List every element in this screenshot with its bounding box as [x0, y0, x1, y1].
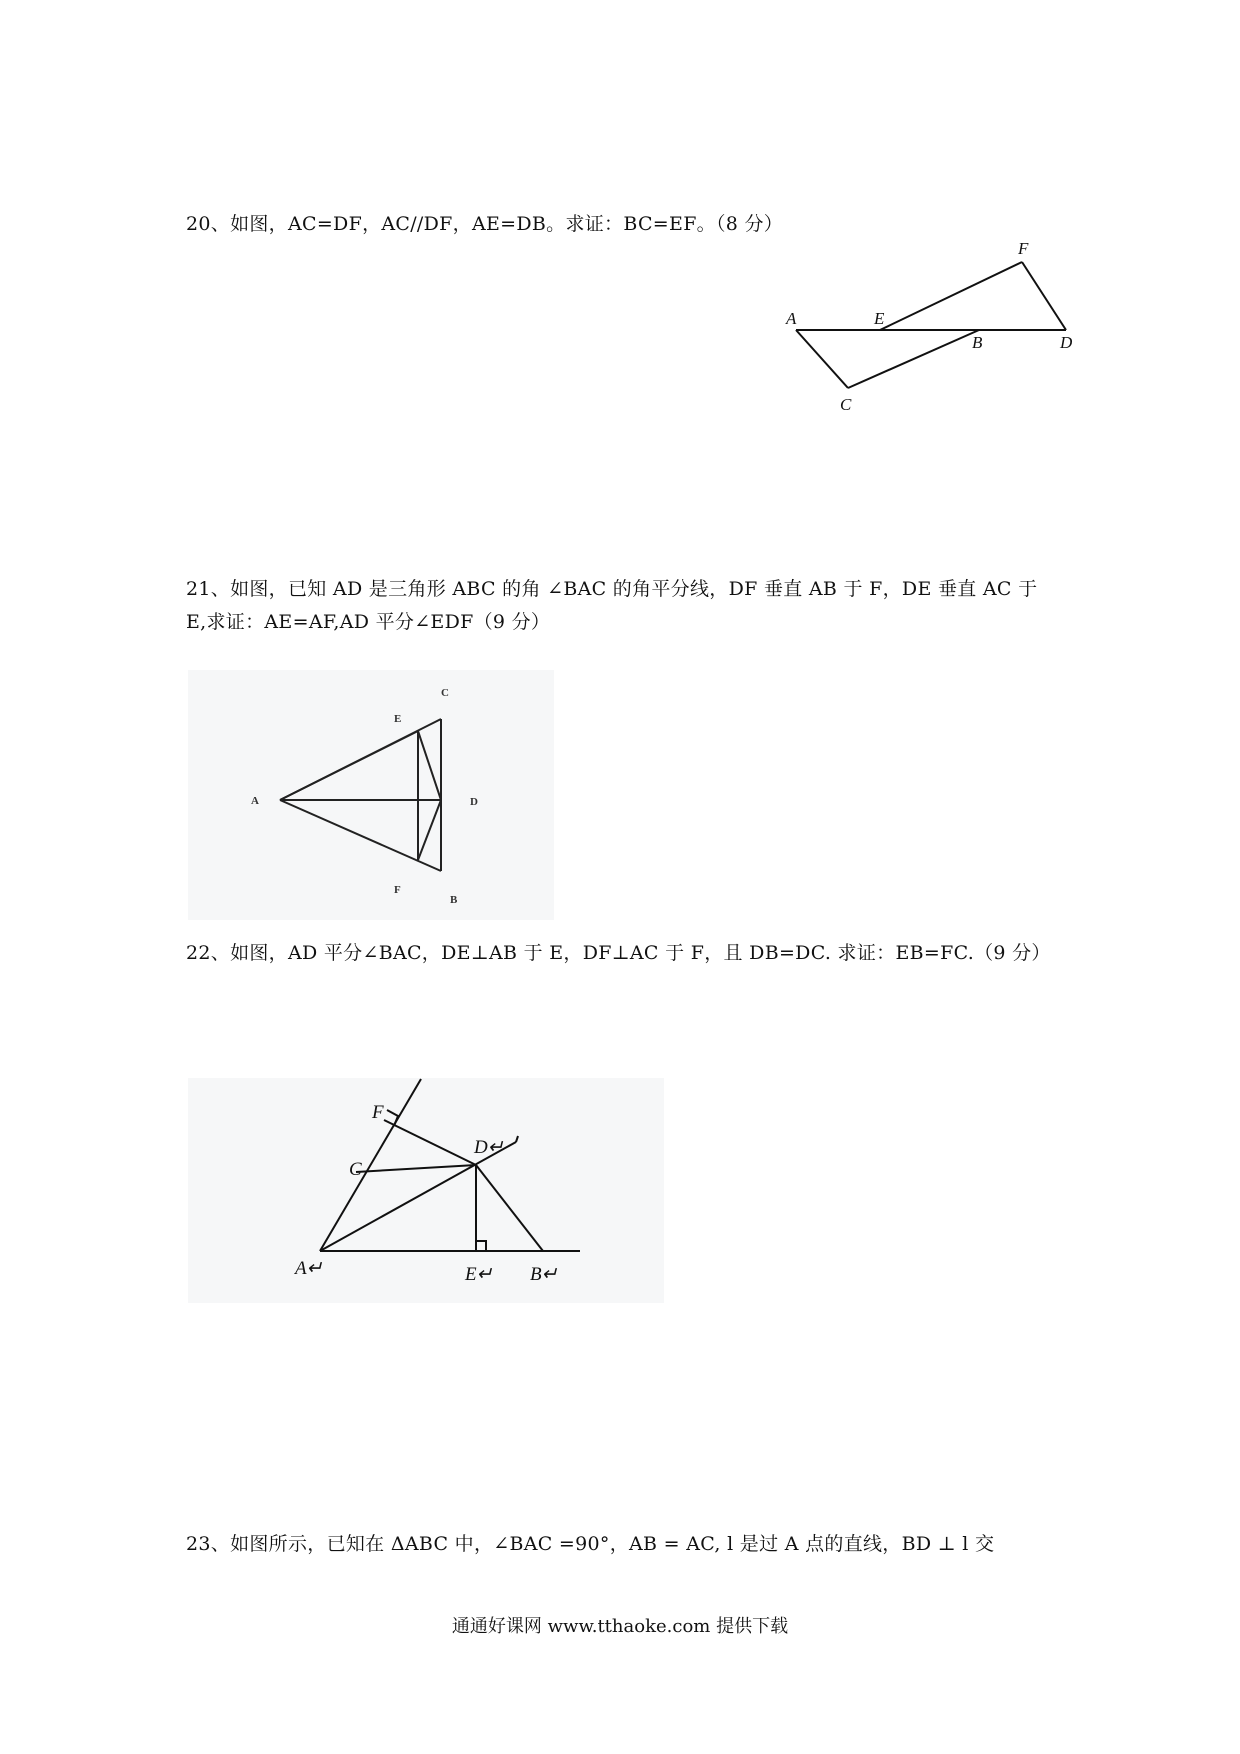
- label-f: F: [372, 1102, 384, 1123]
- label-e: E: [874, 309, 885, 328]
- label-f: F: [394, 884, 401, 896]
- label-b: B: [972, 333, 983, 352]
- figure-q21: [188, 670, 554, 920]
- figure-q20: [780, 240, 1100, 420]
- question-21-line1: 21、如图，已知 AD 是三角形 ABC 的角 ∠BAC 的角平分线，DF 垂直 AB 于 F，DE 垂直 AC 于: [186, 578, 1038, 600]
- label-b: B: [450, 894, 458, 906]
- label-d: D↵: [474, 1137, 504, 1158]
- page-footer: 通通好课网 www.tthaoke.com 提供下载: [451, 1616, 789, 1637]
- label-a: A↵: [295, 1258, 323, 1279]
- label-e: E: [394, 713, 402, 725]
- question-21-line2: E,求证：AE=AF,AD 平分∠EDF（9 分）: [186, 611, 551, 633]
- label-c: C: [349, 1159, 362, 1180]
- question-23-text: 23、如图所示，已知在 ΔABC 中，∠BAC =90°，AB = AC, l 是过 A 点的直线，BD ⊥ l 交: [186, 1533, 995, 1555]
- label-a: A: [786, 309, 797, 328]
- label-a: A: [251, 795, 259, 807]
- label-d: D: [1060, 333, 1073, 352]
- label-e: E↵: [465, 1264, 493, 1285]
- figure-q22: [188, 1068, 668, 1308]
- question-20-text: 20、如图，AC=DF，AC//DF，AE=DB。求证：BC=EF。（8 分）: [186, 213, 784, 235]
- label-b: B↵: [530, 1264, 558, 1285]
- label-c: C: [840, 395, 852, 414]
- label-f: F: [1018, 240, 1029, 258]
- question-22-text: 22、如图，AD 平分∠BAC，DE⊥AB 于 E，DF⊥AC 于 F，且 DB=DC. 求证：EB=FC.（9 分）: [186, 942, 1051, 964]
- label-d: D: [470, 796, 478, 808]
- label-c: C: [441, 687, 449, 699]
